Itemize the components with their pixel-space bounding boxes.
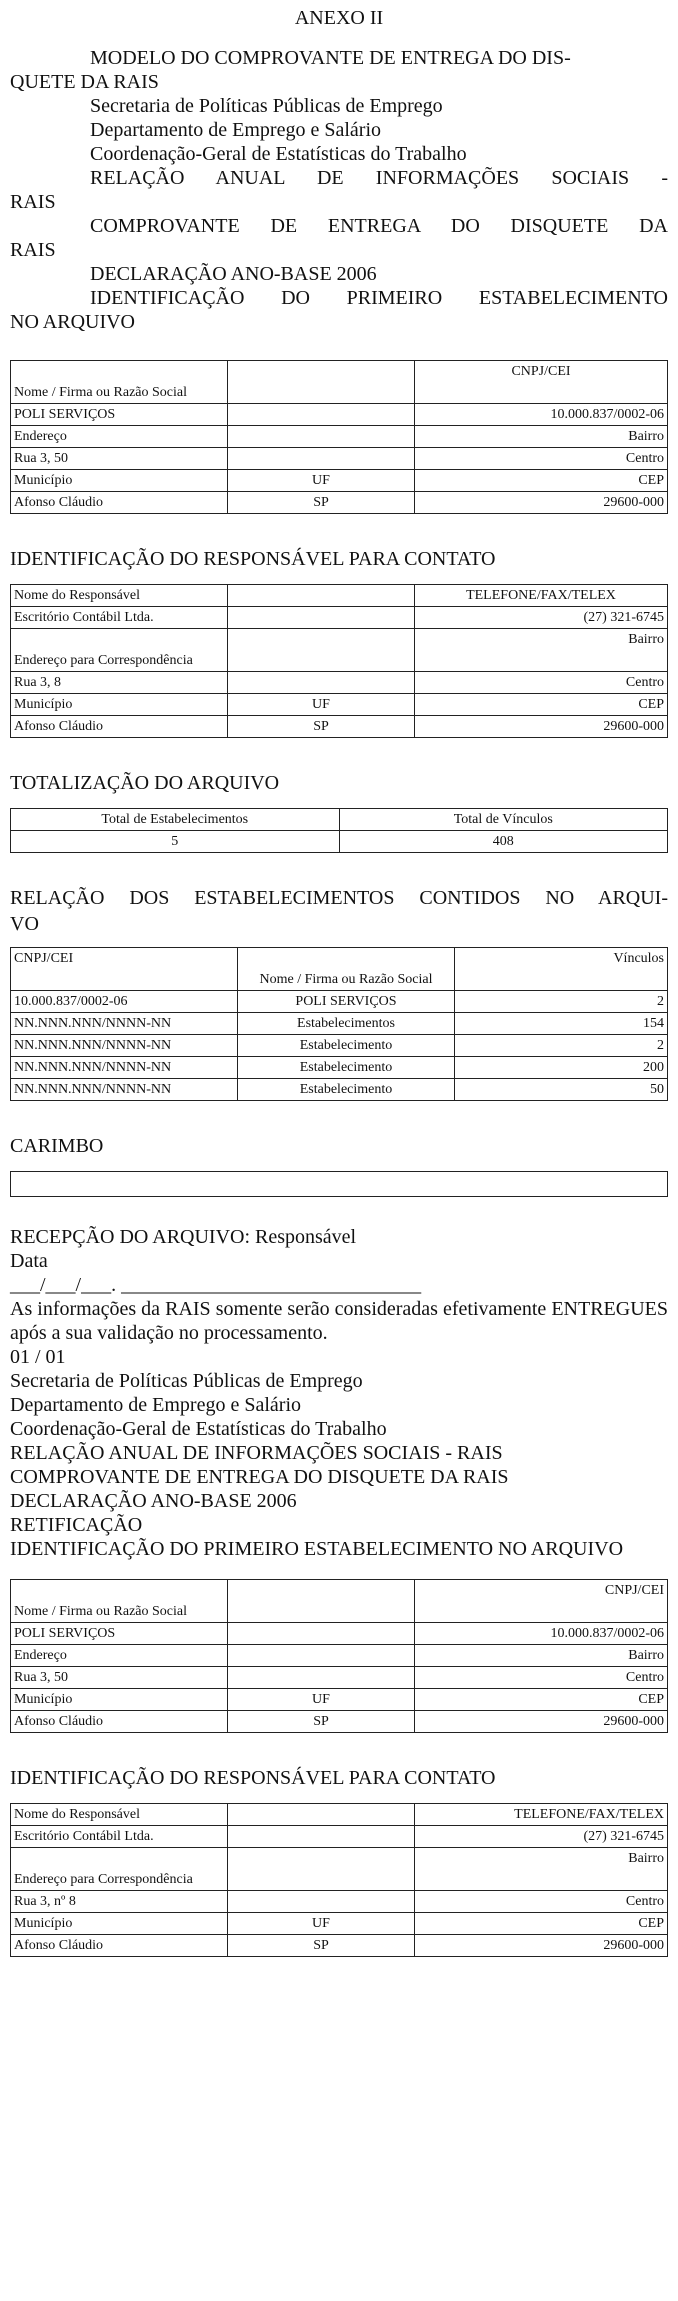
cnpj-value: 10.000.837/0002-06 [415, 404, 668, 426]
secretaria: Secretaria de Políticas Públicas de Emprego [10, 1370, 363, 1392]
table-row [11, 1913, 668, 1935]
vinculos-cell: 2 [455, 991, 668, 1013]
table-row [11, 1013, 668, 1035]
uf-value: SP [228, 1935, 415, 1957]
annex-title: ANEXO II [294, 7, 384, 29]
table-row [11, 948, 668, 991]
table-row [11, 361, 668, 404]
cnpj-header: CNPJ/CEI [11, 948, 238, 991]
municipio-value: Afonso Cláudio [11, 492, 228, 514]
uf-label: UF [228, 470, 415, 492]
validation-note: As informações da RAIS somente serão consideradas efetivamente ENTREGUES após a sua validação no processamento. [10, 1298, 668, 1344]
bairro-label: Bairro [415, 1848, 668, 1891]
cep-value: 29600-000 [415, 1935, 668, 1957]
cep-value: 29600-000 [415, 716, 668, 738]
uf-label: UF [228, 1689, 415, 1711]
bairro-value: Centro [415, 1891, 668, 1913]
municipio-label: Município [11, 470, 228, 492]
bairro-value: Centro [415, 448, 668, 470]
municipio-label: Município [11, 1913, 228, 1935]
table-row [11, 672, 668, 694]
nome-header: Nome / Firma ou Razão Social [238, 948, 455, 991]
telefone-value: (27) 321-6745 [415, 1826, 668, 1848]
comprovante-line1: COMPROVANTE DE ENTREGA DO DISQUETE DA [90, 215, 668, 237]
uf-label: UF [228, 1913, 415, 1935]
vinculos-cell: 2 [455, 1035, 668, 1057]
coordenacao: Coordenação-Geral de Estatísticas do Trabalho [10, 1418, 387, 1440]
municipio-label: Município [11, 694, 228, 716]
table-row [11, 607, 668, 629]
total-vinculos-label: Total de Vínculos [339, 809, 668, 831]
cnpj-cell: NN.NNN.NNN/NNNN-NN [11, 1079, 238, 1101]
rais-title: RELAÇÃO ANUAL DE INFORMAÇÕES SOCIAIS - RAIS [10, 1442, 503, 1464]
vinculos-cell: 200 [455, 1057, 668, 1079]
recepcao-line: RECEPÇÃO DO ARQUIVO: Responsável [10, 1226, 357, 1248]
responsavel-title-retificacao: IDENTIFICAÇÃO DO RESPONSÁVEL PARA CONTATO [10, 1767, 496, 1789]
cnpj-label: CNPJ/CEI [415, 361, 668, 404]
cep-value: 29600-000 [415, 1711, 668, 1733]
nome-value: POLI SERVIÇOS [11, 1623, 228, 1645]
estabelecimento-table [10, 360, 668, 514]
relacao-title-line2: VO [10, 913, 39, 935]
endereco-corresp-label: Endereço para Correspondência [11, 1848, 228, 1891]
model-title-line2: QUETE DA RAIS [10, 71, 159, 93]
table-row [11, 585, 668, 607]
uf-value: SP [228, 1711, 415, 1733]
responsavel-table-retificacao [10, 1803, 668, 1957]
table-row [11, 1580, 668, 1623]
table-row [11, 809, 668, 831]
telefone-value: (27) 321-6745 [415, 607, 668, 629]
relacao-table [10, 947, 668, 1101]
departamento: Departamento de Emprego e Salário [90, 119, 381, 141]
page-number: 01 / 01 [10, 1346, 66, 1368]
data-label: Data [10, 1250, 48, 1272]
model-title-line1: MODELO DO COMPROVANTE DE ENTREGA DO DIS- [90, 47, 571, 69]
total-vinculos-value: 408 [339, 831, 668, 853]
table-row [11, 991, 668, 1013]
endereco-value: Rua 3, 50 [11, 448, 228, 470]
empty-cell [228, 361, 415, 404]
ident-title-line1: IDENTIFICAÇÃO DO PRIMEIRO ESTABELECIMENTO [90, 287, 668, 309]
table-row [11, 1804, 668, 1826]
table-row [11, 1935, 668, 1957]
telefone-label: TELEFONE/FAX/TELEX [415, 585, 668, 607]
estabelecimento-table-retificacao [10, 1579, 668, 1733]
table-row [11, 448, 668, 470]
table-row [11, 1826, 668, 1848]
ident-title: IDENTIFICAÇÃO DO PRIMEIRO ESTABELECIMENTO NO ARQUIVO [10, 1538, 624, 1560]
table-row [11, 492, 668, 514]
date-signature-line: ___/___/___. ______________________________ [10, 1274, 422, 1296]
cep-value: 29600-000 [415, 492, 668, 514]
table-row [11, 629, 668, 672]
vinculos-cell: 154 [455, 1013, 668, 1035]
responsavel-table [10, 584, 668, 738]
telefone-label: TELEFONE/FAX/TELEX [415, 1804, 668, 1826]
cep-label: CEP [415, 1689, 668, 1711]
table-row [11, 694, 668, 716]
table-row [11, 470, 668, 492]
ident-title-line2: NO ARQUIVO [10, 311, 135, 333]
uf-value: SP [228, 716, 415, 738]
municipio-value: Afonso Cláudio [11, 1935, 228, 1957]
responsavel-label: Nome do Responsável [11, 1804, 228, 1826]
table-row [11, 1035, 668, 1057]
municipio-value: Afonso Cláudio [11, 1711, 228, 1733]
nome-cell: Estabelecimento [238, 1079, 455, 1101]
nome-value: POLI SERVIÇOS [11, 404, 228, 426]
cnpj-cell: NN.NNN.NNN/NNNN-NN [11, 1035, 238, 1057]
relacao-title-line1: RELAÇÃO DOS ESTABELECIMENTOS CONTIDOS NO ARQUI- [10, 887, 668, 909]
total-estab-value: 5 [11, 831, 340, 853]
rais-title-line1: RELAÇÃO ANUAL DE INFORMAÇÕES SOCIAIS - [90, 167, 668, 189]
comprovante-line2: RAIS [10, 239, 56, 261]
bairro-label: Bairro [415, 629, 668, 672]
endereco-value: Rua 3, 50 [11, 1667, 228, 1689]
cnpj-value: 10.000.837/0002-06 [415, 1623, 668, 1645]
endereco-label: Endereço [11, 426, 228, 448]
coordenacao: Coordenação-Geral de Estatísticas do Trabalho [90, 143, 467, 165]
bairro-value: Centro [415, 1667, 668, 1689]
responsavel-title: IDENTIFICAÇÃO DO RESPONSÁVEL PARA CONTATO [10, 548, 496, 570]
endereco-corresp-label: Endereço para Correspondência [11, 629, 228, 672]
nome-cell: Estabelecimento [238, 1057, 455, 1079]
vinculos-cell: 50 [455, 1079, 668, 1101]
declaracao: DECLARAÇÃO ANO-BASE 2006 [10, 1490, 297, 1512]
nome-label: Nome / Firma ou Razão Social [11, 361, 228, 404]
table-row [11, 426, 668, 448]
table-row [11, 831, 668, 853]
table-row [11, 1667, 668, 1689]
cnpj-label: CNPJ/CEI [415, 1580, 668, 1623]
table-row [11, 1711, 668, 1733]
recepcao-block [10, 1225, 668, 1561]
comprovante-title: COMPROVANTE DE ENTREGA DO DISQUETE DA RAIS [10, 1466, 509, 1488]
cnpj-cell: NN.NNN.NNN/NNNN-NN [11, 1013, 238, 1035]
responsavel-label: Nome do Responsável [11, 585, 228, 607]
bairro-label: Bairro [415, 426, 668, 448]
table-row [11, 1079, 668, 1101]
responsavel-value: Escritório Contábil Ltda. [11, 1826, 228, 1848]
totalizacao-table [10, 808, 668, 853]
vinculos-header: Vínculos [455, 948, 668, 991]
table-row [11, 1848, 668, 1891]
nome-label: Nome / Firma ou Razão Social [11, 1580, 228, 1623]
secretaria: Secretaria de Políticas Públicas de Emprego [90, 95, 443, 117]
cep-label: CEP [415, 1913, 668, 1935]
bairro-label: Bairro [415, 1645, 668, 1667]
endereco-label: Endereço [11, 1645, 228, 1667]
uf-label: UF [228, 694, 415, 716]
cep-label: CEP [415, 694, 668, 716]
table-row [11, 1623, 668, 1645]
relacao-title [10, 885, 668, 937]
rais-title-line2: RAIS [10, 191, 56, 213]
endereco-value: Rua 3, nº 8 [11, 1891, 228, 1913]
nome-cell: POLI SERVIÇOS [238, 991, 455, 1013]
bairro-value: Centro [415, 672, 668, 694]
carimbo-box [10, 1171, 668, 1197]
declaracao: DECLARAÇÃO ANO-BASE 2006 [90, 263, 377, 285]
table-row [11, 716, 668, 738]
cnpj-cell: NN.NNN.NNN/NNNN-NN [11, 1057, 238, 1079]
departamento: Departamento de Emprego e Salário [10, 1394, 301, 1416]
cnpj-cell: 10.000.837/0002-06 [11, 991, 238, 1013]
municipio-label: Município [11, 1689, 228, 1711]
nome-cell: Estabelecimento [238, 1035, 455, 1057]
nome-cell: Estabelecimentos [238, 1013, 455, 1035]
table-row [11, 404, 668, 426]
totalizacao-title: TOTALIZAÇÃO DO ARQUIVO [10, 772, 280, 794]
table-row [11, 1689, 668, 1711]
carimbo-title: CARIMBO [10, 1135, 104, 1157]
document-header [10, 46, 668, 334]
table-row [11, 1645, 668, 1667]
table-row [11, 1057, 668, 1079]
retificacao: RETIFICAÇÃO [10, 1514, 143, 1536]
responsavel-value: Escritório Contábil Ltda. [11, 607, 228, 629]
municipio-value: Afonso Cláudio [11, 716, 228, 738]
uf-value: SP [228, 492, 415, 514]
cep-label: CEP [415, 470, 668, 492]
table-row [11, 1891, 668, 1913]
endereco-value: Rua 3, 8 [11, 672, 228, 694]
total-estab-label: Total de Estabelecimentos [11, 809, 340, 831]
